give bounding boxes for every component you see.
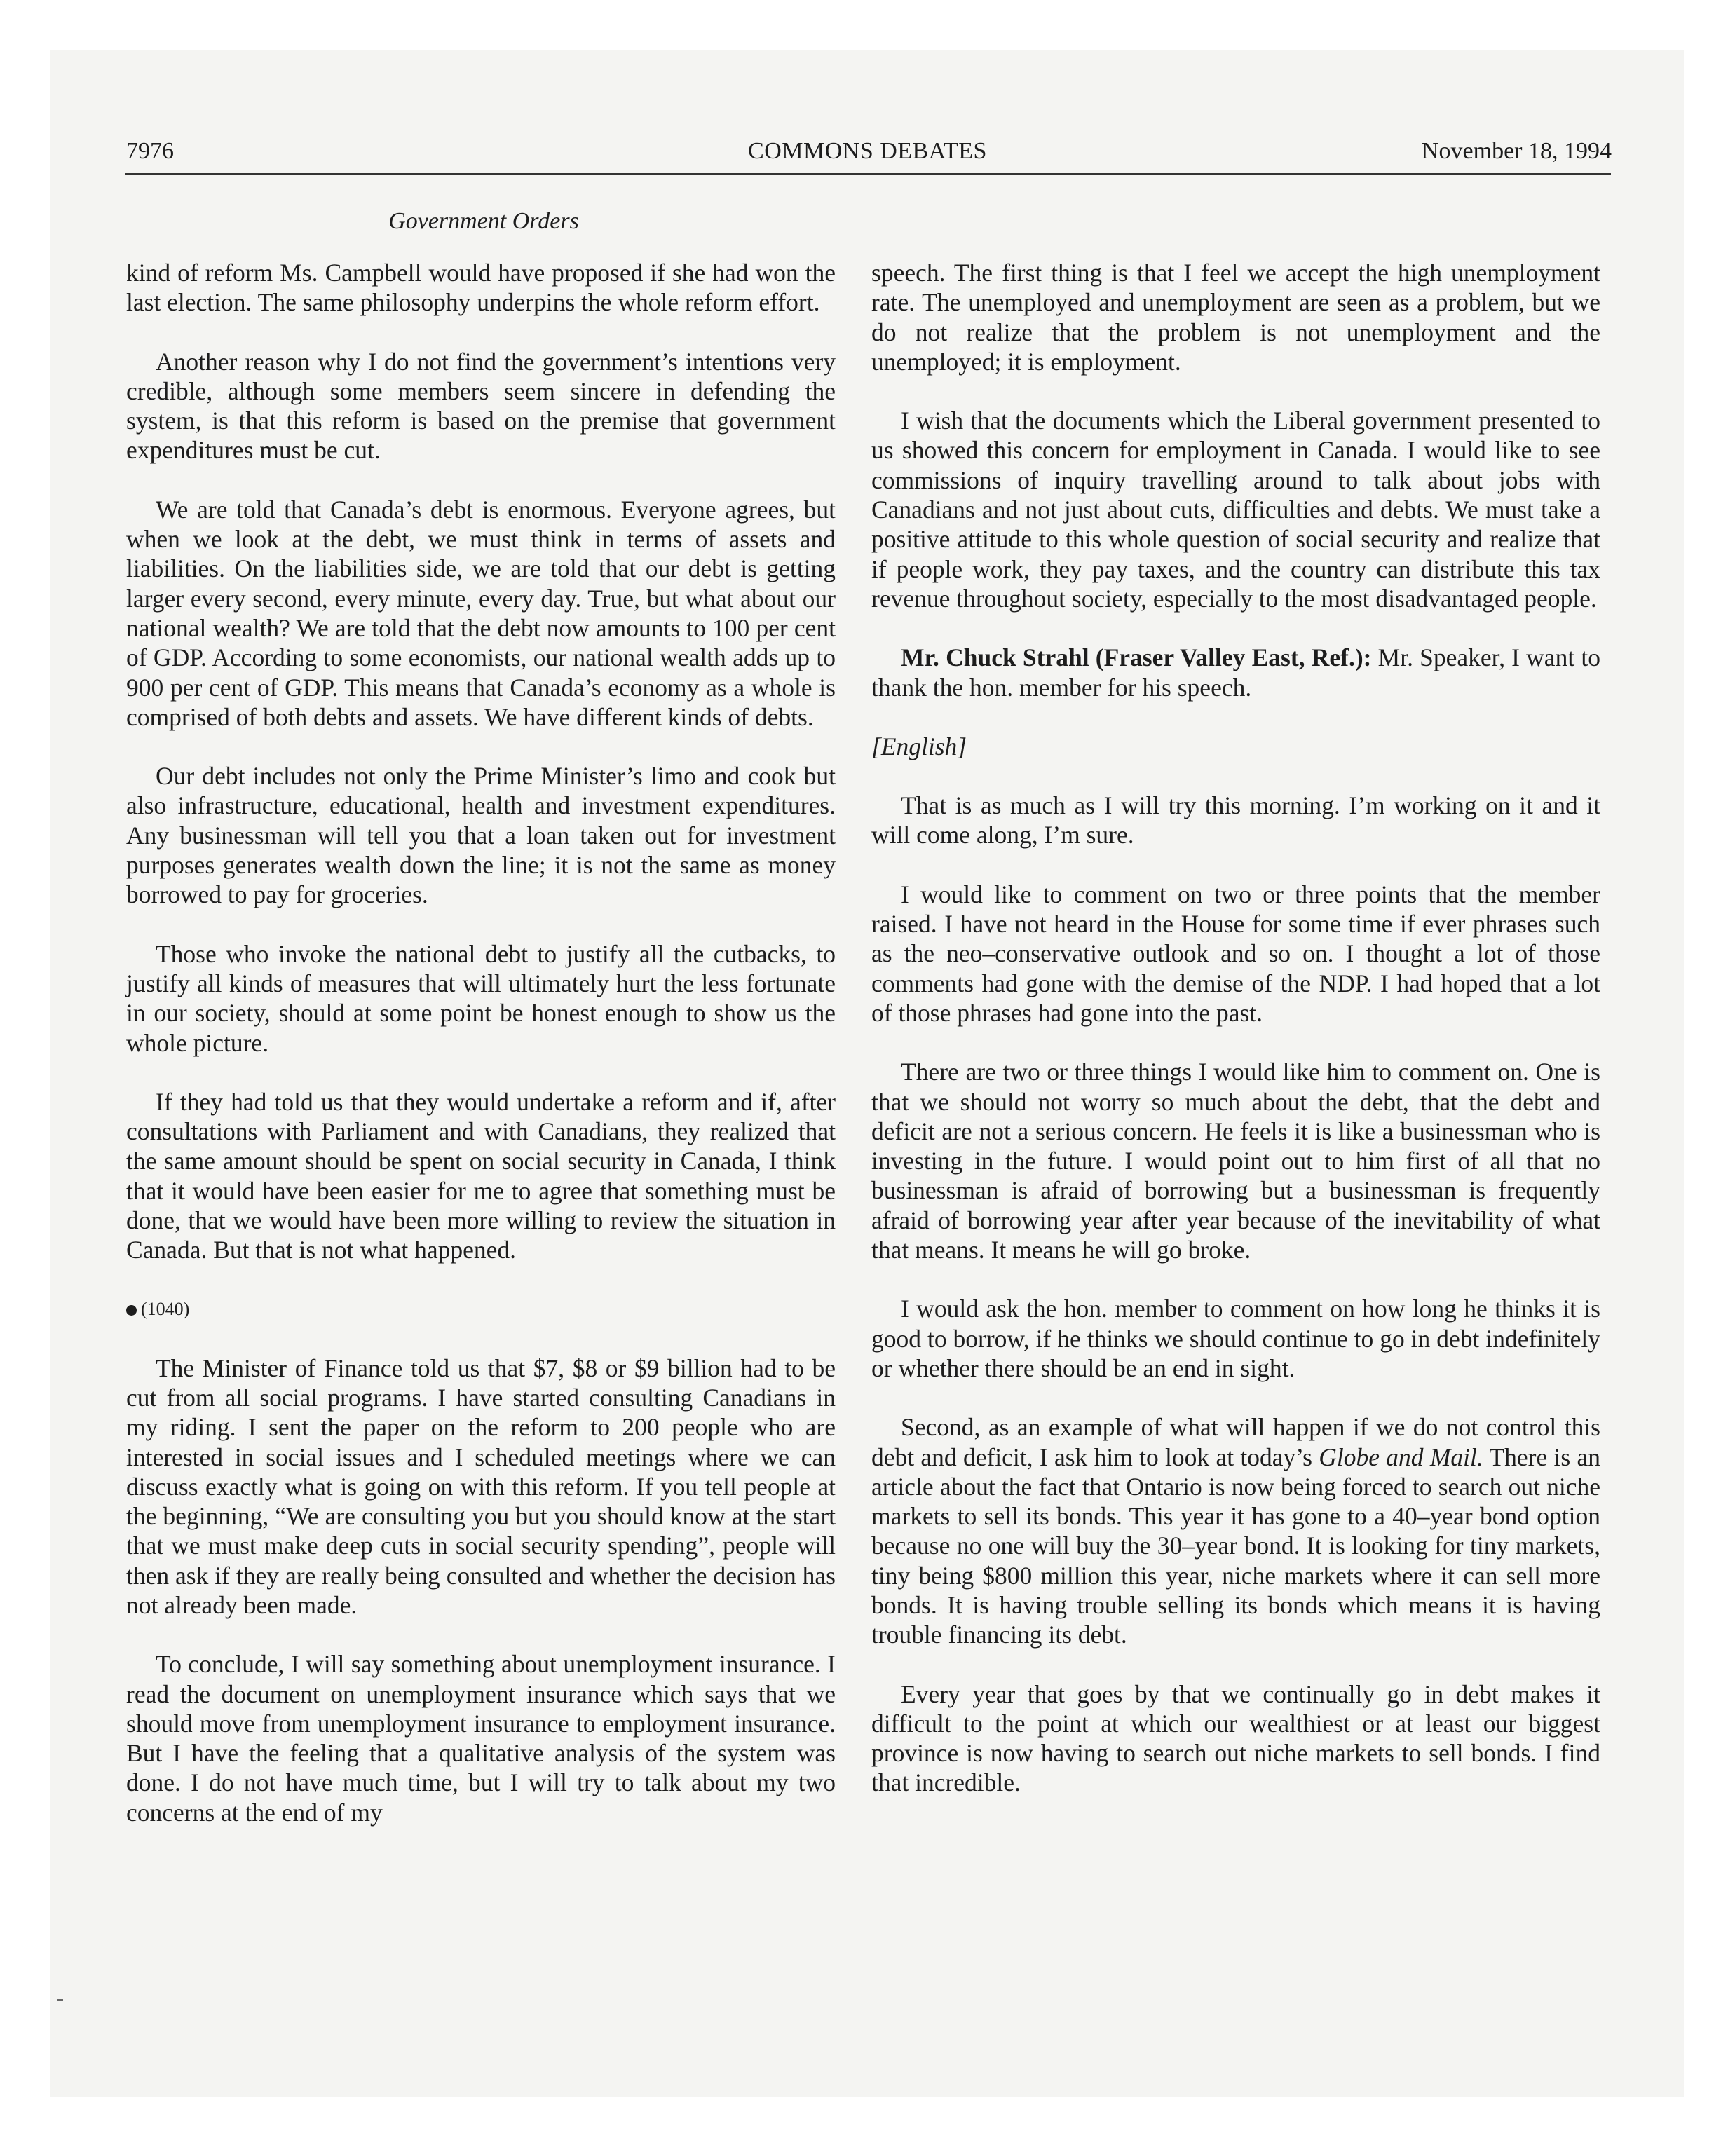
paragraph: That is as much as I will try this morning. I’m working on it and it will come along, I’m sure. <box>871 791 1600 850</box>
right-column <box>871 258 1600 1827</box>
paragraph: Our debt includes not only the Prime Minister’s limo and cook but also infrastructure, educational, health and investment expenditures. Any businessman will tell you that a loan taken out for investment purposes generates wealth down the line; it is not the same as money borrowed to pay for groceries. <box>126 762 836 909</box>
page-number: 7976 <box>126 138 174 164</box>
language-marker: [English] <box>871 732 967 760</box>
paragraph: Those who invoke the national debt to justify all the cutbacks, to justify all kinds of measures that will ultimately hurt the less fortunate in our society, should at some point be honest enough to show us the whole picture. <box>126 939 836 1057</box>
newspaper-title: Globe and Mail. <box>1319 1442 1483 1471</box>
speaker-paragraph <box>871 643 1600 702</box>
section-title: Government Orders <box>388 208 579 234</box>
paragraph: We are told that Canada’s debt is enormous. Everyone agrees, but when we look at the debt, we must think in terms of assets and liabilities. On the liabilities side, we are told that our debt is getting larger every second, every minute, every day. True, but what about our national wealth? We are told that the debt now amounts to 100 per cent of GDP. According to some economists, our national wealth adds up to 900 per cent of GDP. This means that Canada’s economy as a whole is comprised of both debts and assets. We have different kinds of debts. <box>126 495 836 731</box>
time-marker-label: (1040) <box>141 1298 190 1319</box>
paragraph <box>871 1412 1600 1649</box>
paragraph: Every year that goes by that we continually go in debt makes it difficult to the point at which our wealthiest or at least our biggest province is now having to search out niche markets to sell bonds. I find that incredible. <box>871 1679 1600 1797</box>
paragraph: If they had told us that they would undertake a reform and if, after consultations with Parliament and with Canadians, they realized that the same amount should be spent on social security in Canada, I think that it would have been easier for me to agree that something must be done, that we would have been more willing to review the situation in Canada. But that is not what happened. <box>126 1087 836 1264</box>
speaker-text: Mr. Speaker, I want to thank the hon. member for his speech. <box>871 643 1600 702</box>
left-column <box>126 258 836 1857</box>
paragraph: To conclude, I will say something about unemployment insurance. I read the document on unemployment insurance which says that we should move from unemployment insurance to employment insurance. But I have the feeling that a qualitative analysis of the system was done. I do not have much time, but I will try to talk about my two concerns at the end of my <box>126 1650 836 1827</box>
paragraph: speech. The first thing is that I feel we accept the high unemployment rate. The unemployed and unemployment are seen as a problem, but we do not realize that the problem is not unemployment and the unemployed; it is employment. <box>871 259 1600 376</box>
publication-title: COMMONS DEBATES <box>748 138 987 164</box>
paragraph: I would ask the hon. member to comment on how long he thinks it is good to borrow, if he thinks we should continue to go in debt indefinitely or whether there should be an end in sight. <box>871 1295 1600 1382</box>
speaker-name: Mr. Chuck Strahl (Fraser Valley East, Ref.): <box>901 643 1372 672</box>
scan-mark <box>57 1999 63 2001</box>
time-marker <box>126 1295 836 1324</box>
paragraph: kind of reform Ms. Campbell would have proposed if she had won the last election. The same philosophy underpins the whole reform effort. <box>126 259 836 317</box>
header-rule <box>125 173 1611 175</box>
bullet-icon <box>126 1305 137 1316</box>
paragraph: Another reason why I do not find the government’s intentions very credible, although some members seem sincere in defending the system, is that this reform is based on the premise that government expenditures must be cut. <box>126 347 836 465</box>
paragraph: The Minister of Finance told us that $7, $8 or $9 billion had to be cut from all social programs. I have started consulting Canadians in my riding. I sent the paper on the reform to 200 people who are interested in social issues and I scheduled meetings where we can discuss exactly what is going on with this reform. If you tell people at the beginning, “We are consulting you but you should know at the start that we must make deep cuts in social security spending”, people will then ask if they are really being consulted and whether the decision has not already been made. <box>126 1353 836 1619</box>
paragraph: There are two or three things I would like him to comment on. One is that we should not worry so much about the debt, that the debt and deficit are not a serious concern. He feels it is like a businessman who is investing in the future. I would point out to him first of all that no businessman is afraid of borrowing but a businessman is frequently afraid of borrowing year after year because of the inevitability of what that means. It means he will go broke. <box>871 1058 1600 1264</box>
issue-date: November 18, 1994 <box>1421 138 1612 164</box>
paragraph: I would like to comment on two or three points that the member raised. I have not heard in the House for some time if ever phrases such as the neo–conservative outlook and so on. I thought a lot of those comments had gone with the demise of the NDP. I had hoped that a lot of those phrases had gone into the past. <box>871 880 1600 1027</box>
paragraph-text: Second, as an example of what will happen if we do not control this debt and deficit, I ask him to look at today’s <box>871 1413 1600 1471</box>
paragraph: I wish that the documents which the Liberal government presented to us showed this concern for employment in Canada. I would like to see commissions of inquiry travelling around to talk about jobs with Canadians and not just about cuts, difficulties and debts. We must take a positive attitude to this whole question of social security and realize that if people work, they pay taxes, and the country can distribute this tax revenue throughout society, especially to the most disadvantaged people. <box>871 407 1600 613</box>
paragraph-text: There is an article about the fact that Ontario is now being forced to search out niche markets to sell its bonds. This year it has gone to a 40–year bond option because no one will buy the 30–year bond. It is looking for tiny markets, tiny being $800 million this year, niche markets where it can sell more bonds. It is having trouble selling its bonds which means it is having trouble financing its debt. <box>871 1442 1600 1649</box>
